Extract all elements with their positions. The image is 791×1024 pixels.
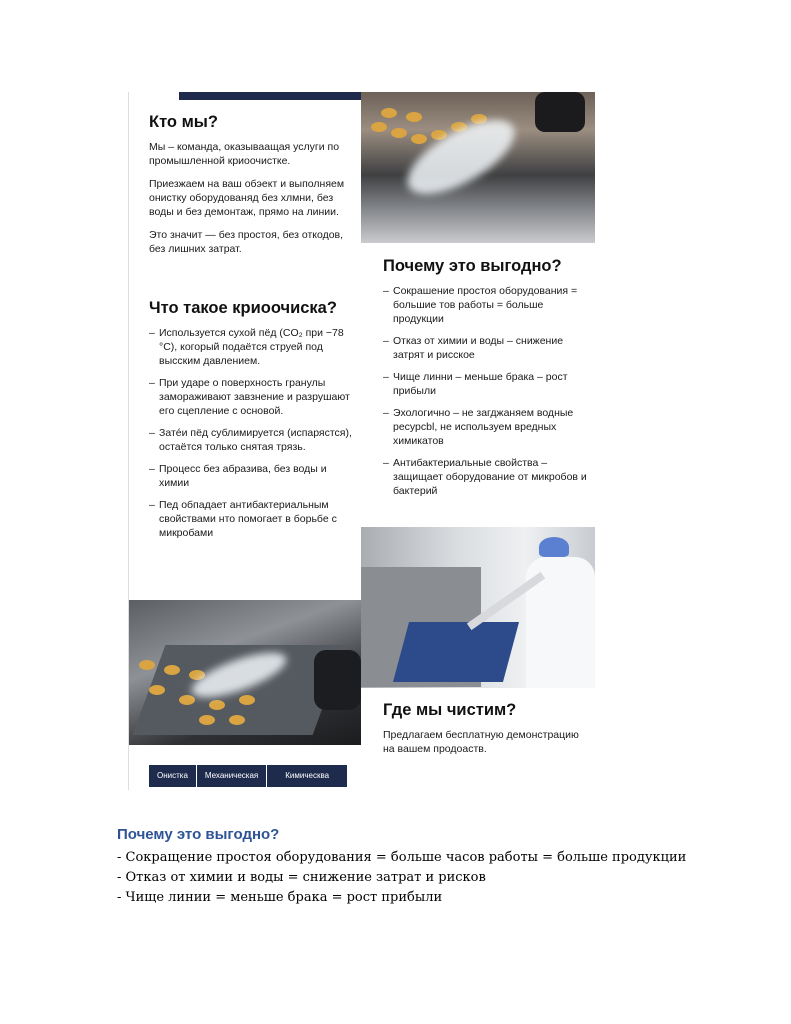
document-line: - Сокращение простоя оборудования = больше часов работы = больше продукции xyxy=(117,850,687,865)
what-item: – Процесс без абразива, без воды и химии xyxy=(149,462,357,490)
what-item: – При ударе о поверхность гранулы замораживают завзнение и разрушают его сцепление с основой. xyxy=(149,376,357,418)
why-item: – Чище линни – меньше брака – рост прибыли xyxy=(383,370,591,398)
why-item: – Антибактериальные свойства – защищает оборудование от микробов и бактерий xyxy=(383,456,591,498)
photo-conveyor-cleaning xyxy=(361,92,595,243)
what-item: – Используется сухой пёд (CO₂ при −78 °C), когорый подаётся струей под высским давлением. xyxy=(149,326,357,368)
what-title: Что такое криоочиска? xyxy=(149,299,337,317)
document-line: - Отказ от химии и воды = снижение затрат и рисков xyxy=(117,870,486,885)
who-section xyxy=(149,112,354,265)
header-bar xyxy=(179,92,361,100)
why-section xyxy=(383,256,591,506)
what-section xyxy=(149,298,357,548)
why-item: – Сокрашение простоя оборудования = большие тов работы = больше продукции xyxy=(383,284,591,326)
brochure-image xyxy=(128,92,595,790)
what-item: – Пед обпадает антибактериальным свойствами нто помогает в борьбе с микробами xyxy=(149,498,357,540)
why-item: – Эхологично – не загджаняем водные ресурсbl, не используем вредных химикатов xyxy=(383,406,591,448)
cleaning-type-buttons xyxy=(149,765,347,787)
document-line: - Чище линии = меньше брака = рост прибыли xyxy=(117,890,443,905)
where-title: Где мы чистим? xyxy=(383,701,517,719)
who-text-2: Приезжаем на ваш обэект и выполняем онистку оборудованяд без хлмни, без воды и без демонтаж, прямо на линии. xyxy=(149,178,345,218)
photo-tray-cleaning xyxy=(129,600,361,745)
why-item: – Отказ от химии и воды – снижение затрят и рисское xyxy=(383,334,591,362)
who-text-1: Мы – команда, оказываащая услуги по промышленной криоочистке. xyxy=(149,141,340,167)
photo-worker-cleaning xyxy=(361,527,595,688)
where-section xyxy=(383,700,593,765)
where-text: Предлагаем бесплатную демонстрацию на вашем продоаств. xyxy=(383,729,579,755)
who-title: Кто мы? xyxy=(149,113,218,131)
button-cleaning[interactable]: Онистка xyxy=(149,765,196,787)
what-item: – Затéи пёд сублимируется (испарястся), остаётся только снятая трязь. xyxy=(149,426,357,454)
document-heading: Почему это выгодно? xyxy=(117,826,280,843)
why-title: Почему это выгодно? xyxy=(383,257,562,275)
button-mechanical[interactable]: Механическая xyxy=(197,765,266,787)
button-chemical[interactable]: Кимическва xyxy=(267,765,347,787)
who-text-3: Это значит — без простоя, без откодов, без лишних затрат. xyxy=(149,229,344,255)
